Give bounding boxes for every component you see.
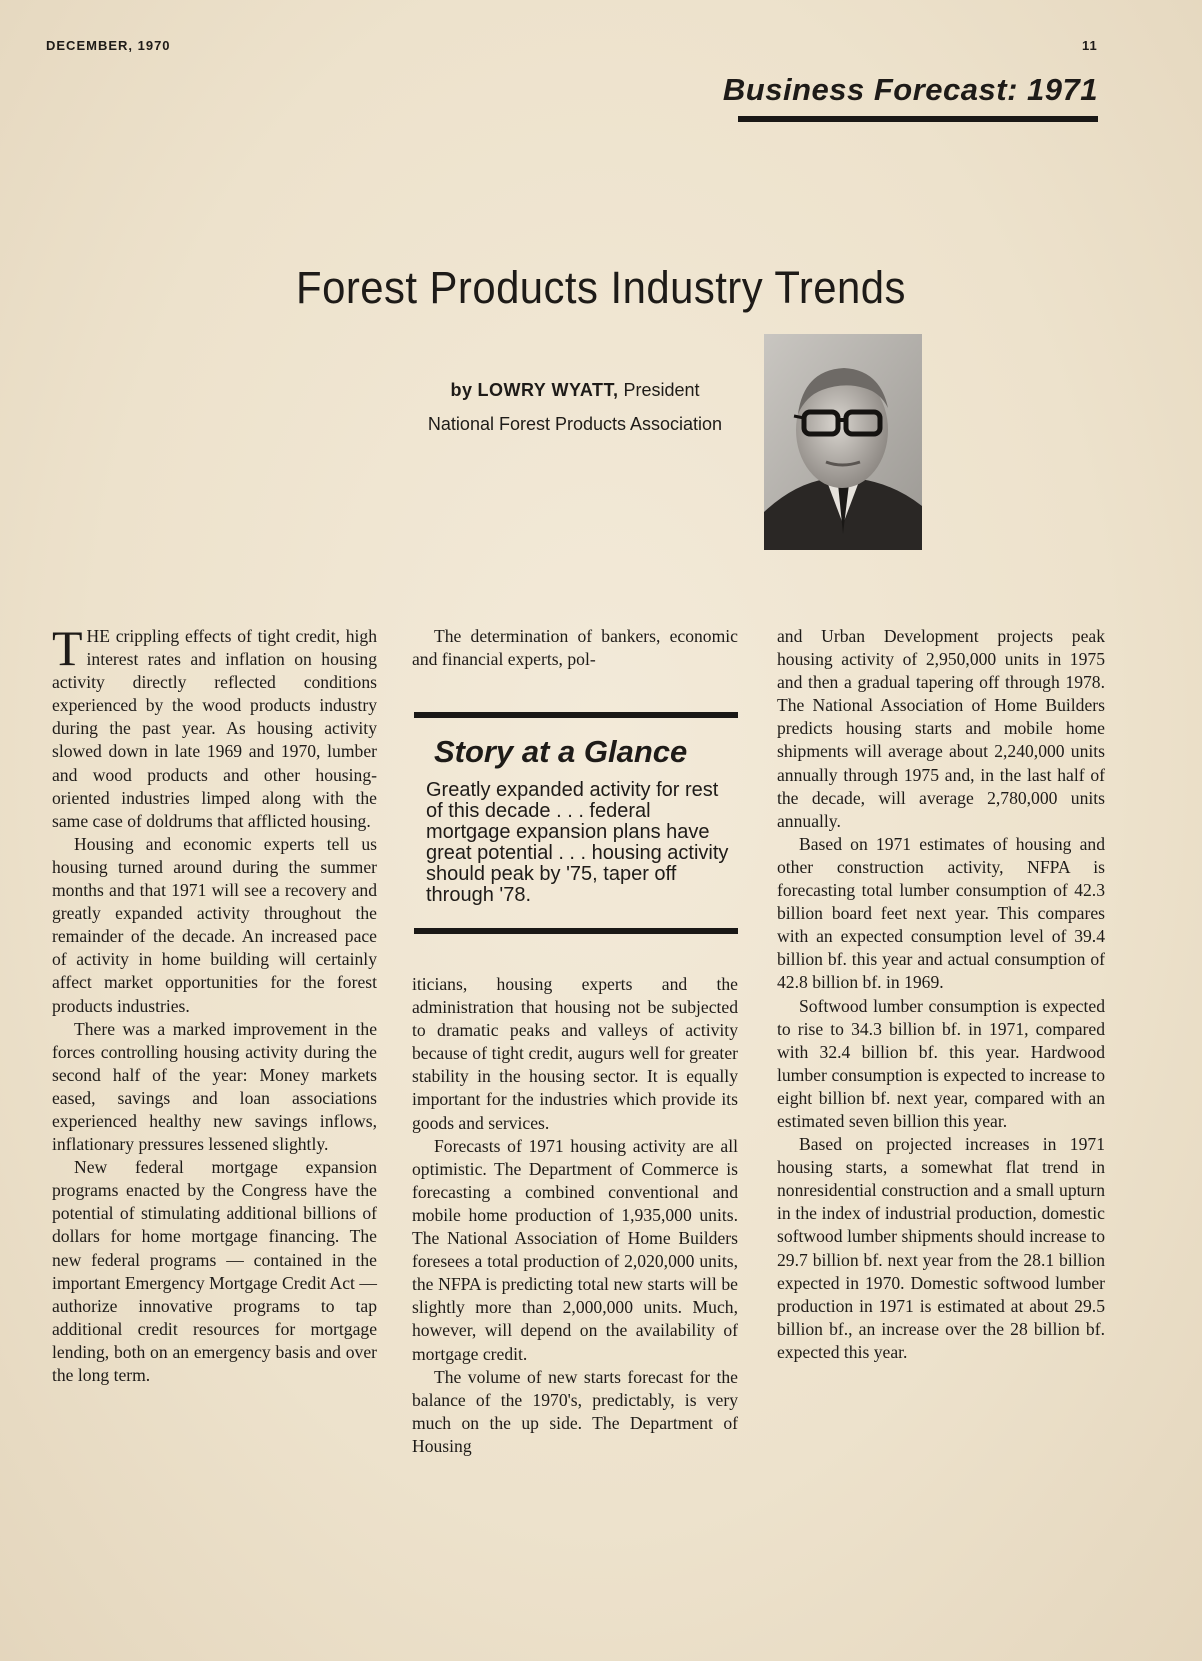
paragraph: Based on 1971 estimates of housing and other construction activity, NFPA is forecasting total lumber consumption of 42.3 billion board feet next year. This compares with an expected consumption level of 39.4 billion bf. this year and actual consumption of 42.8 billion bf. in 1969.: [777, 833, 1105, 993]
paragraph-text: HE crippling effects of tight credit, high interest rates and inflation on housing activity directly reflected conditions experienced by the wood products industry during the past year. As housing activity slowed down in late 1969 and 1970, lumber and wood products and other housing-oriented industries limped along with the same case of doldrums that afflicted housing.: [52, 626, 377, 831]
byline: [380, 380, 770, 401]
author-portrait-image: [764, 334, 922, 550]
author-name: LOWRY WYATT,: [477, 380, 619, 400]
paragraph: Based on projected increases in 1971 housing starts, a somewhat flat trend in nonresidential construction and a small upturn in the index of industrial production, domestic softwood lumber shipments should increase to 29.7 billion bf. next year from the 28.1 billion expected in 1970. Domestic softwood lumber production in 1971 is estimated at about 29.5 billion bf., an increase over the 28 billion bf. expected this year.: [777, 1134, 1105, 1362]
sidebar-title: Story at a Glance: [434, 734, 688, 769]
paragraph: and Urban Development projects peak housing activity of 2,950,000 units in 1975 and then a gradual tapering off through 1978. The National Association of Home Builders predicts housing starts and mobile home shipments will average about 2,240,000 units annually through 1975 and, in the last half of the decade, will average 2,780,000 units annually.: [777, 626, 1105, 831]
section-title: Business Forecast: 1971: [722, 72, 1098, 107]
article-title: Forest Products Industry Trends: [296, 262, 906, 313]
page-number: 11: [1082, 38, 1098, 53]
paragraph: Softwood lumber consumption is expected to rise to 34.3 billion bf. in 1971, compared with 32.4 billion bf. this year. Hardwood lumber consumption is expected to increase to eight billion bf. next year, compared with an estimated seven billion this year.: [777, 995, 1105, 1131]
sidebar-rule-bottom: [414, 928, 738, 934]
paragraph: The volume of new starts forecast for the balance of the 1970's, predictably, is very much on the up side. The Department of Housing: [412, 1366, 738, 1456]
paragraph: Forecasts of 1971 housing activity are all optimistic. The Department of Commerce is forecasting a combined conventional and mobile home production of 1,935,000 units. The National Association of Home Builders foresees a total production of 2,020,000 units, the NFPA is predicting total new starts will be slightly more than 2,000,000 units. Much, however, will depend on the availability of mortgage credit.: [412, 1135, 738, 1364]
author-photo: [764, 334, 922, 550]
author-affiliation: National Forest Products Association: [427, 414, 723, 434]
paragraph: New federal mortgage expansion programs enacted by the Congress have the potential of stimulating additional billions of dollars for home mortgage financing. The new federal programs — contained in the important Emergency Mortgage Credit Act — authorize innovative programs to tap additional credit resources for mortgage lending, both on an emergency basis and over the long term.: [52, 1157, 377, 1385]
paragraph: [52, 620, 377, 833]
article-column-1: [52, 620, 377, 1387]
author-role: President: [623, 380, 700, 400]
issue-date: DECEMBER, 1970: [46, 38, 171, 53]
section-rule: [738, 116, 1098, 122]
paragraph: Housing and economic experts tell us housing turned around during the summer months and that 1971 will see a recovery and greatly expanded activity throughout the remainder of the decade. An increased pace of activity in home building will certainly affect market opportunities for the forest products industries.: [52, 833, 377, 1016]
paragraph: There was a marked improvement in the forces controlling housing activity during the second half of the year: Money markets eased, savings and loan associations experienced healthy new savings inflows, inflationary pressures lessened slightly.: [52, 1018, 377, 1155]
drop-cap: T: [52, 620, 83, 676]
paragraph: iticians, housing experts and the administration that housing not be subjected to dramatic peaks and valleys of activity because of tight credit, augurs well for greater stability in the housing sector. It is equally important for the industries which provide its goods and services.: [412, 974, 738, 1133]
paragraph: The determination of bankers, economic and financial experts, pol-: [412, 626, 738, 670]
sidebar-rule-top: [414, 712, 738, 718]
article-column-2-top: [412, 625, 738, 671]
byline-prefix: by: [450, 380, 473, 400]
article-column-3: [777, 625, 1105, 1364]
article-column-2-bottom: [412, 973, 738, 1458]
sidebar-summary: Greatly expanded activity for rest of this decade . . . federal mortgage expansion plans have great potential . . . housing activity should peak by '75, taper off through '78.: [426, 779, 729, 906]
